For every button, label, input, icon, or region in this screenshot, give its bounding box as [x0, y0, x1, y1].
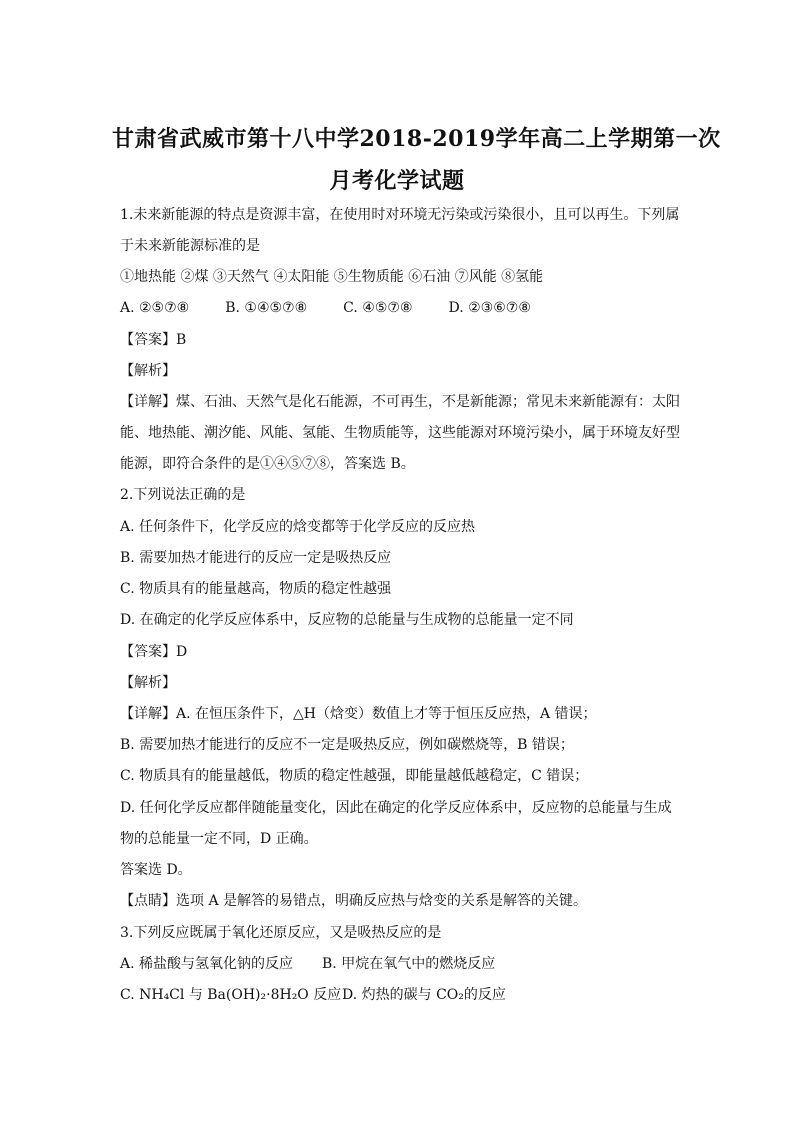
q2-detail-line-4: D. 任何化学反应都伴随能量变化，因此在确定的化学反应体系中，反应物的总能量与生成 [120, 800, 672, 816]
q2-detail-line-2: B. 需要加热才能进行的反应不一定是吸热反应，例如碳燃烧等，B 错误； [120, 737, 574, 753]
q2-option-c: C. 物质具有的能量越高，物质的稳定性越强 [120, 581, 392, 597]
q2-tip: 【点睛】选项 A 是解答的易错点，明确反应热与焓变的关系是解答的关键。 [120, 893, 588, 909]
q1-option-b: B. ①④⑤⑦⑧ [225, 300, 308, 316]
q1-detail-line-1: 【详解】煤、石油、天然气是化石能源，不可再生，不是新能源；常见未来新能源有：太阳 [120, 394, 680, 410]
q1-energy-items: ①地热能 ②煤 ③天然气 ④太阳能 ⑤生物质能 ⑥石油 ⑦风能 ⑧氢能 [120, 269, 544, 285]
q1-answer: 【答案】B [120, 332, 187, 348]
q2-option-b: B. 需要加热才能进行的反应一定是吸热反应 [120, 550, 392, 566]
q1-option-c: C. ④⑤⑦⑧ [343, 300, 413, 316]
q1-stem-line-1: 1.未来新能源的特点是资源丰富，在使用时对环境无污染或污染很小，且可以再生。下列属 [120, 207, 680, 223]
q2-option-a: A. 任何条件下，化学反应的焓变都等于化学反应的反应热 [120, 519, 476, 535]
q1-option-a: A. ②⑤⑦⑧ [120, 300, 190, 316]
q2-option-d: D. 在确定的化学反应体系中，反应物的总能量与生成物的总能量一定不同 [120, 612, 574, 628]
q1-option-d: D. ②③⑥⑦⑧ [448, 300, 531, 316]
q1-detail-line-2: 能、地热能、潮汐能、风能、氢能、生物质能等，这些能源对环境污染小，属于环境友好型 [120, 425, 680, 441]
q1-detail-line-3: 能源，即符合条件的是①④⑤⑦⑧，答案选 B。 [120, 456, 415, 472]
q1-options [120, 298, 567, 318]
q3-option-a: A. 稀盐酸与氢氧化钠的反应 [120, 956, 294, 972]
q2-stem: 2.下列说法正确的是 [120, 487, 246, 503]
q3-option-b: B. 甲烷在氧气中的燃烧反应 [322, 956, 496, 972]
q3-option-c: C. NH₄Cl 与 Ba(OH)₂·8H₂O 反应 [120, 987, 342, 1003]
q3-options-row-2 [120, 985, 506, 1005]
q3-options-row-1 [120, 954, 495, 974]
q2-answer: 【答案】D [120, 644, 188, 660]
q2-detail-line-3: C. 物质具有的能量越低，物质的稳定性越强，即能量越低越稳定，C 错误； [120, 768, 589, 784]
q3-option-d: D. 灼热的碳与 CO₂的反应 [342, 987, 506, 1003]
q1-analysis-heading: 【解析】 [120, 363, 176, 379]
q2-analysis-heading: 【解析】 [120, 675, 176, 691]
q2-conclusion: 答案选 D。 [120, 862, 192, 878]
document-title-line-1: 甘肃省武威市第十八中学2018-2019学年高二上学期第一次 [112, 126, 721, 152]
document-title-line-2: 月考化学试题 [329, 168, 465, 194]
q2-detail-line-1: 【详解】A. 在恒压条件下，△H（焓变）数值上才等于恒压反应热，A 错误； [120, 706, 597, 722]
q1-stem-line-2: 于未来新能源标准的是 [120, 238, 260, 254]
q3-stem: 3.下列反应既属于氧化还原反应，又是吸热反应的是 [120, 925, 442, 941]
q2-detail-line-5: 物的总能量一定不同，D 正确。 [120, 831, 318, 847]
